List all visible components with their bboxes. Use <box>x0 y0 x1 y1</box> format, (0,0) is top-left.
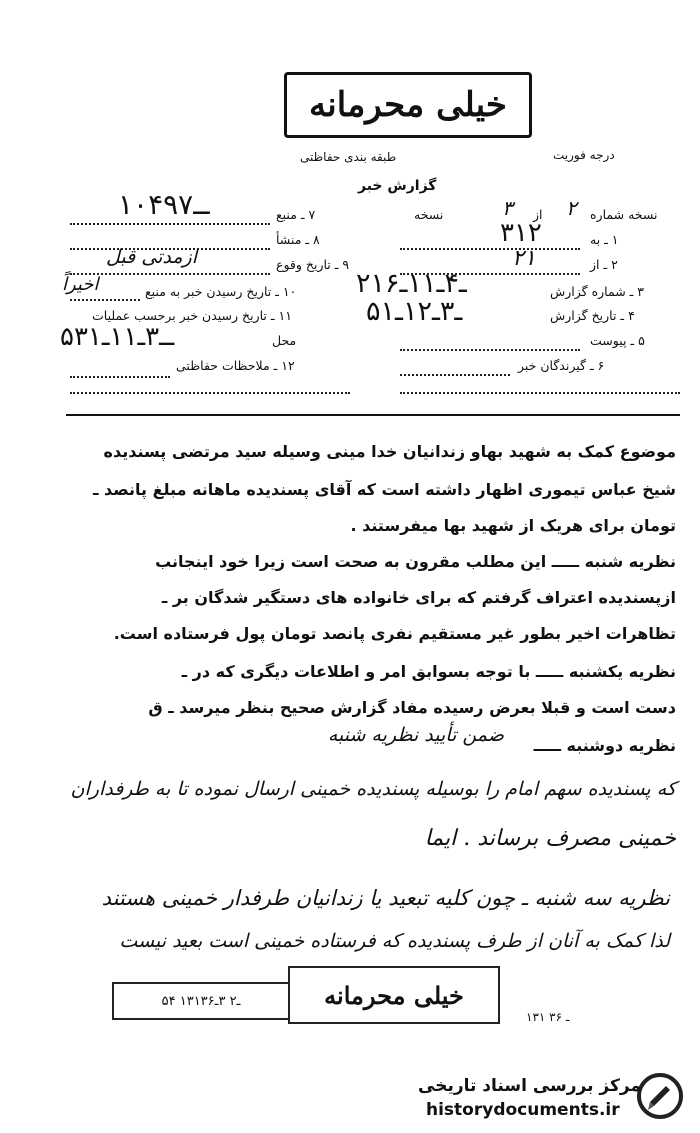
body-line-monday: نظریه دوشنبه ـــــ <box>533 736 676 755</box>
body-line: شیخ عباس تیموری اظهار داشته است که آقای پسندیده ماهانه مبلغ پانصد ـ <box>92 480 676 499</box>
field-from-label: ۲ ـ از <box>590 257 618 272</box>
field-from-value: ۲۱ <box>512 246 536 271</box>
body-line: ازپسندیده اعتراف گرفتم که برای خانواده های دستگیر شدگان بر ـ <box>161 588 676 607</box>
field-to-value: ۳۱۲ <box>500 218 542 248</box>
field-security-line-2 <box>70 392 350 394</box>
field-place-label: محل <box>272 333 297 348</box>
copy-number-label: نسخه شماره <box>590 207 658 222</box>
field-security-line <box>70 376 170 378</box>
copy-of-value: ۳ <box>502 196 513 220</box>
field-ops-label: ۱۱ ـ تاریخ رسیدن خبر برحسب عملیات <box>92 308 292 323</box>
classification-stamp-bottom: خیلی محرمانه <box>288 966 500 1024</box>
archive-logo-icon <box>636 1072 684 1120</box>
field-to-line <box>400 248 580 250</box>
recipients-line-2 <box>400 392 680 394</box>
body-line: دست است و قبلا بعرض رسیده مفاد گزارش صحیح بنظر میرسد ـ ق <box>148 698 676 717</box>
archive-logo-name: مرکز بررسی اسناد تاریخی <box>418 1076 641 1096</box>
copy-number-value: ۲ <box>566 196 577 220</box>
field-occurrence-line <box>70 273 270 275</box>
field-source-line <box>70 223 270 225</box>
field-origin-label: ۸ ـ منشأ <box>276 232 320 247</box>
report-date-label: ۴ ـ تاریخ گزارش <box>550 308 635 323</box>
field-source-label: ۷ ـ منبع <box>276 207 316 222</box>
body-line: تظاهرات اخیر بطور غیر مستقیم نفری پانصد تومان پول فرستاده است. <box>113 624 676 643</box>
header-divider <box>66 414 680 416</box>
field-received-line <box>70 299 140 301</box>
archive-logo-url: historydocuments.ir <box>426 1100 620 1120</box>
body-line-subject: موضوع کمک به شهید بهاو زندانیان خدا مینی وسیله سید مرتضی پسندیده <box>103 442 676 461</box>
field-occurrence-label: ۹ ـ تاریخ وقوع <box>276 257 350 272</box>
field-occurrence-value: ازمدتی قبل <box>106 246 197 268</box>
report-number-value: ۲۱ـ۴ـ۱۱ـ۶ <box>356 268 467 299</box>
field-source-value: ۱۰ــ۴۹۷ <box>118 188 210 221</box>
recipients-label: ۶ ـ گیرندگان خبر <box>518 358 605 373</box>
recipients-line <box>400 374 510 376</box>
field-place-value: ۵ــ۳ـ۱۱ـ۳۱ <box>60 322 175 352</box>
handwritten-line: که پسندیده سهم امام را بوسیله پسندیده خمینی ارسال نموده تا به طرفداران <box>70 778 676 800</box>
priority-label: درجه فوریت <box>553 148 615 162</box>
field-received-label: ۱۰ ـ تاریخ رسیدن خبر به منبع <box>145 284 297 299</box>
body-line-saturday: نظریه شنبه ـــــ این مطلب مقرون به صحت است زیرا خود اینجانب <box>155 552 676 571</box>
attachment-line <box>400 349 580 351</box>
handwritten-line: ضمن تأیید نظریه شنبه <box>327 724 504 746</box>
field-security-label: ۱۲ ـ ملاحظات حفاظتی <box>176 358 295 373</box>
form-title: گزارش خبر <box>358 178 437 194</box>
attachment-label: ۵ ـ پیوست <box>590 333 645 348</box>
report-date-value: ۵ـ۳ـ۱۲ـ۱ <box>366 296 463 327</box>
report-number-label: ۳ ـ شماره گزارش <box>550 284 645 299</box>
body-line: تومان برای هریک از شهید بها میفرستند . <box>350 516 676 535</box>
handwritten-line: خمینی مصرف برساند . ایما <box>424 826 676 851</box>
handwritten-line: لذا کمک به آنان از طرف پسندیده که فرستاده خمینی است بعید نیست <box>119 930 670 952</box>
classification-caption: طبقه بندی حفاظتی <box>300 150 397 164</box>
body-line-sunday: نظریه یکشنبه ـــــ با توجه بسوابق امر و اطلاعات دیگری که در ـ <box>181 662 676 681</box>
classification-stamp: خیلی محرمانه <box>284 72 532 138</box>
field-received-value: اخیراً <box>62 274 99 295</box>
reference-number: ۱۳۱ ـ ۳۶ <box>526 1010 570 1024</box>
copy-of-label: از <box>533 207 543 222</box>
date-stamp: ۵۴ ۱۳ـ۲ ۳ـ۱۳۶ <box>112 982 290 1020</box>
copy-label: نسخه <box>414 207 444 222</box>
handwritten-tuesday: نظریه سه شنبه ـ چون کلیه تبعید یا زندانیان طرفدار خمینی هستند <box>101 886 670 910</box>
field-to-label: ۱ ـ به <box>590 232 619 247</box>
